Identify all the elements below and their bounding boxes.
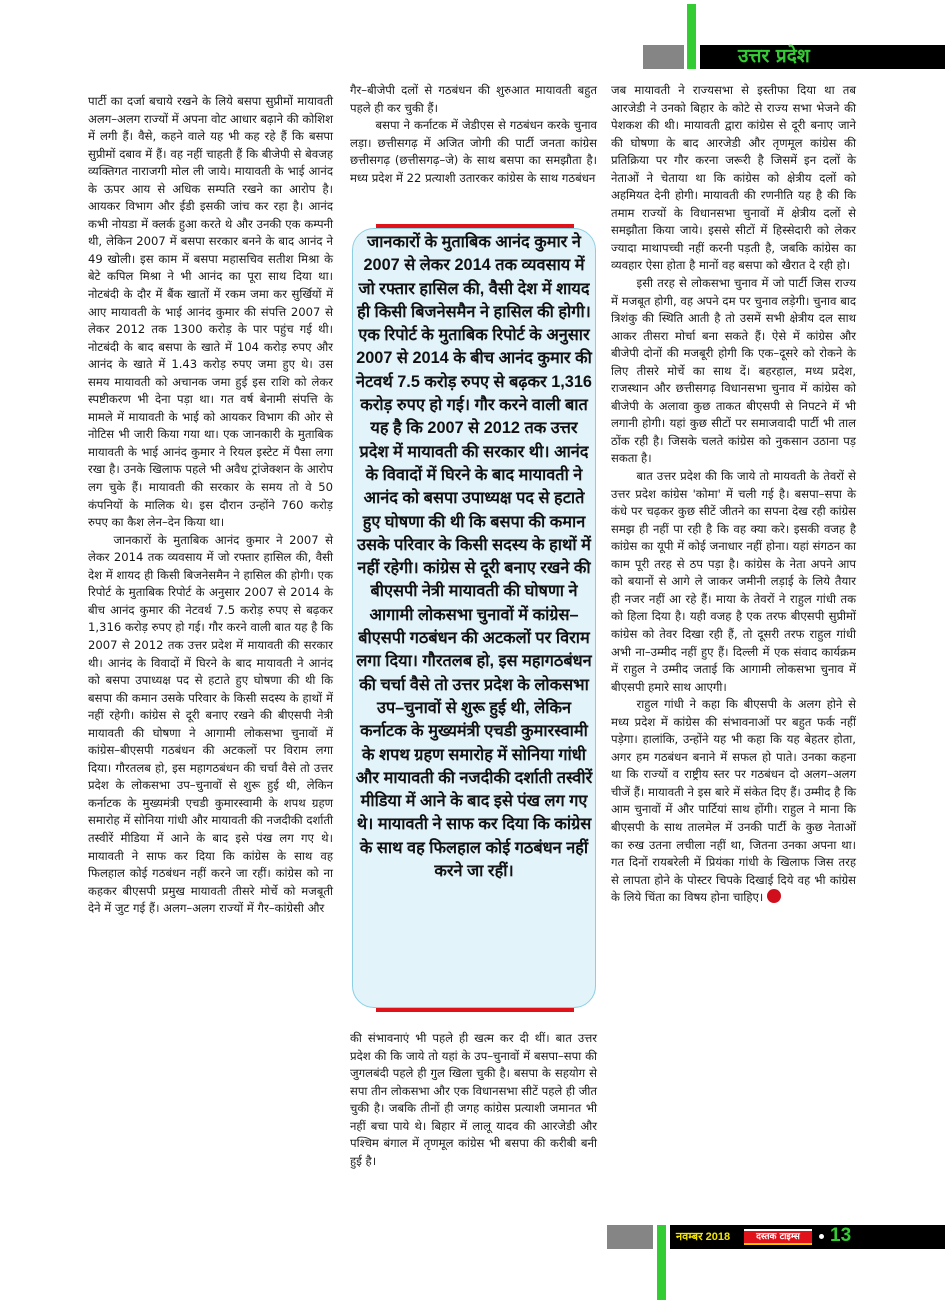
paragraph: गैर–बीजेपी दलों से गठबंधन की शुरुआत मायावती बहुत पहले ही कर चुकी हैं। bbox=[350, 83, 597, 115]
paragraph-last bbox=[611, 696, 856, 907]
bullet-icon bbox=[819, 1234, 824, 1239]
paragraph: की संभावनाएं भी पहले ही खत्म कर दी थीं। बात उत्तर प्रदेश की कि जाये तो यहां के उप–चुनावों में बसपा–सपा की जुगलबंदी पहले ही गुल खिला चुकी है। बसपा के सहयोग से सपा तीन लोकसभा और एक विधानसभा सीटें पहले ही जीत चुकी है। जबकि तीनों ही जगह कांग्रेस प्रत्याशी जमानत भी नहीं बचा पाये थे। बिहार में लालू यादव की आरजेडी और पश्चिम बंगाल में तृणमूल कांग्रेस भी बसपा की करीबी बनी हुई है। bbox=[350, 1031, 597, 1168]
paragraph-text: राहुल गांधी ने कहा कि बीएसपी के अलग होने से मध्य प्रदेश में कांग्रेस की संभावनाओं पर बहुत फर्क नहीं पड़ेगा। हालांकि, उन्होंने यह भी कहा कि यह बेहतर होता, अगर हम गठबंधन बनाने में सफल हो पाते। उनका कहना था कि राज्यों व राष्ट्रीय स्तर पर गठबंधन दो अलग–अलग चीजें हैं। मायावती ने इस बारे में संकेत दिए हैं। उम्मीद है कि आम चुनावों में और पार्टियां साथ होंगी। राहुल ने माना कि बीएसपी के साथ तालमेल में उनकी पार्टी के कुछ नेताओं का रुख उतना लचीला नहीं था, जितना उनका अपना था। गत दिनों रायबरेली में प्रियंका गांधी के खिलाफ जिस तरह से लापता होने के पोस्टर चिपके दिखाई दिये वह भी कांग्रेस के लिये चिंता का विषय होना चाहिए। bbox=[611, 697, 856, 905]
page-number: 13 bbox=[830, 1225, 852, 1246]
paragraph: बात उत्तर प्रदेश की कि जाये तो मायवती के तेवरों से उत्तर प्रदेश कांग्रेस 'कोमा' में चली गई है। बसपा–सपा के कंधे पर चढ़कर कुछ सीटें जीतने का सपना देख रही कांग्रेस समझ ही नहीं पा रही है कि वह क्या करे। इसकी वजह है कांग्रेस का यूपी में कोई जनाधार नहीं होना। यहां संगठन का काम पूरी तरह से ठप पड़ा है। कांग्रेस के नेता अपने आप को बयानों से आगे ले जाकर जमीनी लड़ाई के लिये तैयार ही नजर नहीं आ रहे हैं। माया के तेवरों ने राहुल गांधी तक को हिला दिया है। यही वजह है एक तरफ बीएसपी सुप्रीमों कांग्रेस को तेवर दिखा रही हैं, तो दूसरी तरफ राहुल गांधी अभी ना–उम्मीद नहीं हुए हैं। दिल्ली में एक संवाद कार्यक्रम में राहुल ने उम्मीद जताई कि आगामी लोकसभा चुनाव में बीएसपी हमारे साथ आएगी। bbox=[611, 469, 856, 694]
section-title: उत्तर प्रदेश bbox=[738, 45, 810, 67]
footer-green-rule bbox=[657, 1225, 666, 1300]
article-column-3 bbox=[611, 82, 856, 907]
paragraph: जब मायावती ने राज्यसभा से इस्तीफा दिया था तब आरजेडी ने उनको बिहार के कोटे से राज्य सभा भेजने की पेशकश की थी। मायावती द्वारा कांग्रेस से दूरी बनाए जाने की घोषणा के बाद आरजेडी और तृणमूल कांग्रेस की प्रतिक्रिया पर गौर करना जरूरी है जिसमें इन दलों के नेताओं ने चेताया था कि कांग्रेस को क्षेत्रीय दलों को अहमियत देनी होगी। मायावती की रणनीति यह है की कि तमाम राज्यों के विधानसभा चुनावों में क्षेत्रीय दलों से समझौता किया जाये। इससे सीटों में हिस्सेदारी को लेकर ज्यादा माथापच्ची नहीं करनी पड़ती है, जबकि कांग्रेस का व्यवहार ऐसा होता है मानों वह बसपा को खैरात दे रही हो। bbox=[611, 83, 856, 273]
header-section-bar bbox=[700, 45, 945, 69]
issue-date: नवम्बर 2018 bbox=[676, 1231, 731, 1243]
paragraph: जानकारों के मुताबिक आनंद कुमार ने 2007 से लेकर 2014 तक व्यवसाय में जो रफ्तार हासिल की, वैसी देश में शायद ही किसी बिजनेसमैन ने हासिल की होगी। एक रिपोर्ट के मुताबिक रिपोर्ट के अनुसार 2007 से 2014 के बीच आनंद कुमार की नेटवर्थ 7.5 करोड़ रुपए से बढ़कर 1,316 करोड़ रुपए हो गई। गौर करने वाली बात यह है कि 2007 से 2012 तक उत्तर प्रदेश में मायावती की सरकार थी। आनंद के विवादों में घिरने के बाद मायावती ने आनंद को बसपा उपाध्यक्ष पद से हटाते हुए घोषणा की थी कि बसपा की कमान उसके परिवार के किसी सदस्य के हाथों में नहीं रहेगी। कांग्रेस से दूरी बनाए रखने की बीएसपी नेत्री मायावती की घोषणा ने आगामी लोकसभा चुनावों में कांग्रेस–बीएसपी गठबंधन की अटकलों पर विराम लगा दिया। गौरतलब हो, इस महागठबंधन की चर्चा वैसे तो उत्तर प्रदेश के लोकसभा उप–चुनावों से शुरू हुई थी, लेकिन कर्नाटक के मुख्यमंत्री एचडी कुमारस्वामी के शपथ ग्रहण समारोह में सोनिया गांधी और मायावती की नजदीकी दर्शाती तस्वीरें मीडिया में आने के बाद इसे पंख लग गए थे। मायावती ने साफ कर दिया कि कांग्रेस के साथ वह फिलहाल कोई गठबंधन नहीं करने जा रहीं। कांग्रेस को ना कहकर बीएसपी प्रमुख मायावती तीसरे मोर्चे को मजबूती देने में जुट गई हैं। अलग–अलग राज्यों में गैर–कांग्रेसी और bbox=[88, 532, 333, 916]
article-column-1 bbox=[88, 93, 333, 918]
paragraph: इसी तरह से लोकसभा चुनाव में जो पार्टी जिस राज्य में मजबूत होगी, वह अपने दम पर चुनाव लड़ेगी। चुनाव बाद त्रिशंकु की स्थिति आती है तो उसमें सभी क्षेत्रीय दल साथ आकर तीसरा मोर्चा बना सकते हैं। ऐसे में कांग्रेस और बीजेपी दोनों की मजबूरी होगी कि एक–दूसरे को रोकने के लिए तीसरे मोर्चे का साथ दें। बहरहाल, मध्य प्रदेश, राजस्थान और छत्तीसगढ़ विधानसभा चुनाव में कांग्रेस को बीजेपी के अलावा कुछ ताकत बीएसपी से निपटने में भी लगानी होगी। यहां कुछ सीटों पर समाजवादी पार्टी भी ताल ठोंक रही है। जिसके चलते कांग्रेस को नुकसान उठाना पड़ सकता है। bbox=[611, 276, 856, 466]
footer-grey-block bbox=[607, 1225, 653, 1249]
pull-quote-top-rule bbox=[376, 224, 574, 228]
header-green-rule bbox=[687, 4, 696, 69]
magazine-logo-text: दस्तक टाइम्स bbox=[756, 1232, 800, 1242]
magazine-logo bbox=[744, 1229, 812, 1245]
end-mark-icon bbox=[767, 889, 781, 903]
article-column-2-top bbox=[350, 82, 597, 187]
pull-quote-text: जानकारों के मुताबिक आनंद कुमार ने 2007 से लेकर 2014 तक व्यवसाय में जो रफ्तार हासिल की, वैसी देश में शायद ही किसी बिजनेसमैन ने हासिल की होगी। एक रिपोर्ट के मुताबिक रिपोर्ट के अनुसार 2007 से 2014 के बीच आनंद कुमार की नेटवर्थ 7.5 करोड़ रुपए से बढ़कर 1,316 करोड़ रुपए हो गई। गौर करने वाली बात यह है कि 2007 से 2012 तक उत्तर प्रदेश में मायावती की सरकार थी। आनंद के विवादों में घिरने के बाद मायावती ने आनंद को बसपा उपाध्यक्ष पद से हटाते हुए घोषणा की थी कि बसपा की कमान उसके परिवार के किसी सदस्य के हाथों में नहीं रहेगी। कांग्रेस से दूरी बनाए रखने की बीएसपी नेत्री मायावती की घोषणा ने आगामी लोकसभा चुनावों में कांग्रेस–बीएसपी गठबंधन की अटकलों पर विराम लगा दिया। गौरतलब हो, इस महागठबंधन की चर्चा वैसे तो उत्तर प्रदेश के लोकसभा उप–चुनावों से शुरू हुई थी, लेकिन कर्नाटक के मुख्यमंत्री एचडी कुमारस्वामी के शपथ ग्रहण समारोह में सोनिया गांधी और मायावती की नजदीकी दर्शाती तस्वीरें मीडिया में आने के बाद इसे पंख लग गए थे। मायावती ने साफ कर दिया कि कांग्रेस के साथ वह फिलहाल कोई गठबंधन नहीं करने जा रहीं। bbox=[355, 233, 593, 881]
article-column-2-bottom bbox=[350, 1030, 597, 1170]
paragraph: पार्टी का दर्जा बचाये रखने के लिये बसपा सुप्रीमों मायावती अलग–अलग राज्यों में अपना वोट आधार बढ़ाने की कोशिश में लगी हैं। वैसे, कहने वाले यह भी कह रहे हैं कि बसपा सुप्रीमों दबाव में हैं। वह नहीं चाहती हैं कि बीजेपी से बेवजह व्यक्तिगत नाराजगी मोल ली जाये। मायावती के भाई आनंद के ऊपर आय से अधिक सम्पति रखने का आरोप है। आयकर विभाग और ईडी इसकी जांच कर रहा है। आनंद कभी नोयडा में क्लर्क हुआ करते थे और उनकी एक कम्पनी थी, लेकिन 2007 में बसपा सरकार बनने के बाद आनंद ने 49 खोली। इस काम में बसपा महासचिव सतीश मिश्रा के बेटे कपिल मिश्रा ने भी आनंद का पूरा साथ दिया था। नोटबंदी के दौर में बैंक खातों में रकम जमा कर सुर्खियों में आए मायावती के भाई आनंद कुमार की संपत्ति 2007 से लेकर 2012 तक 1300 करोड़ के पार पहुंच गई थी। नोटबंदी के बाद बसपा के खाते में 104 करोड़ रुपए और आनंद के खाते में 1.43 करोड़ रुपए जमा हुए थे। उस समय मायावती को अचानक जमा हुई इस राशि को लेकर स्पष्टीकरण भी देना पड़ा था। गत वर्ष बेनामी संपत्ति के मामले में मायावती के भाई को आयकर विभाग की ओर से नोटिस भी जारी किया गया था। एक जानकारी के मुताबिक मायावती के भाई आनंद कुमार ने रियल इस्टेट में पैसा लगा रखा है। उनके खिलाफ पहले भी अवैध ट्रांजेक्शन के आरोप लग चुके हैं। मायावती की सरकार के समय तो वे 50 कंपनियों के मालिक थे। इस दौरान उन्होंने 760 करोड़ रुपए का कैश लेन–देन किया था। bbox=[88, 94, 333, 530]
paragraph: बसपा ने कर्नाटक में जेडीएस से गठबंधन करके चुनाव लड़ा। छत्तीसगढ़ में अजित जोगी की पार्टी जनता कांग्रेस छत्तीसगढ़ (छत्तीसगढ़–जे) के साथ बसपा का समझौता है। मध्य प्रदेश में 22 प्रत्याशी उतारकर कांग्रेस के साथ गठबंधन bbox=[350, 118, 597, 185]
pull-quote-bottom-rule bbox=[376, 1008, 574, 1012]
header-grey-block bbox=[643, 45, 684, 69]
